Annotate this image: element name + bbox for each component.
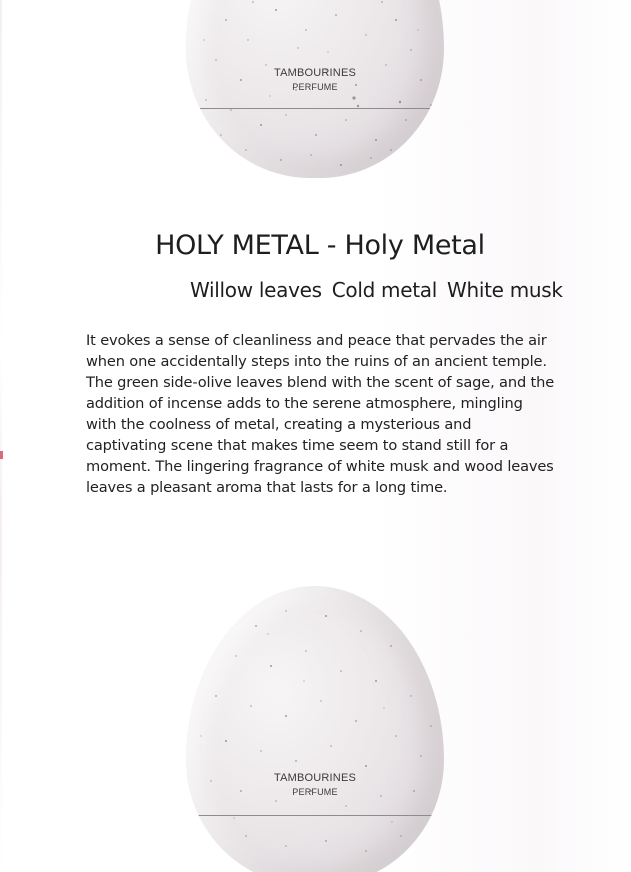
product-description: It evokes a sense of cleanliness and peace that pervades the air when one accidentally steps into the ruins of an ancient temple. The green side-olive leaves blend with the scent of sage, and the addition of incense adds to the serene atmosphere, mingling with the coolness of metal, creating a mysterious and captivating scene that makes time seem to stand still for a moment. The lingering fragrance of white musk and wood leaves leaves a pleasant aroma that lasts for a long time. bbox=[86, 332, 555, 496]
bottle-brand-subtitle: PERFUME bbox=[292, 82, 338, 92]
perfume-bottle-image-bottom bbox=[186, 586, 444, 872]
perfume-bottle-image-top bbox=[186, 0, 444, 178]
scent-note-item: White musk bbox=[447, 278, 563, 302]
bottle-cap-seam bbox=[186, 108, 444, 109]
bottle-cap-seam bbox=[186, 815, 444, 816]
scent-note-item: Willow leaves bbox=[190, 278, 322, 302]
speckle-texture bbox=[186, 586, 444, 872]
scent-note-item: Cold metal bbox=[331, 278, 438, 302]
bottle-brand-name: TAMBOURINES bbox=[273, 67, 357, 79]
left-edge-marker bbox=[0, 451, 3, 459]
bottle-brand-name: TAMBOURINES bbox=[273, 772, 357, 784]
bottle-label bbox=[186, 67, 444, 92]
bottle-label bbox=[186, 772, 444, 797]
bottle-brand-subtitle: PERFUME bbox=[292, 787, 338, 797]
product-title: HOLY METAL - Holy Metal bbox=[155, 230, 485, 261]
left-edge-divider bbox=[0, 0, 2, 872]
scent-notes bbox=[190, 278, 563, 302]
